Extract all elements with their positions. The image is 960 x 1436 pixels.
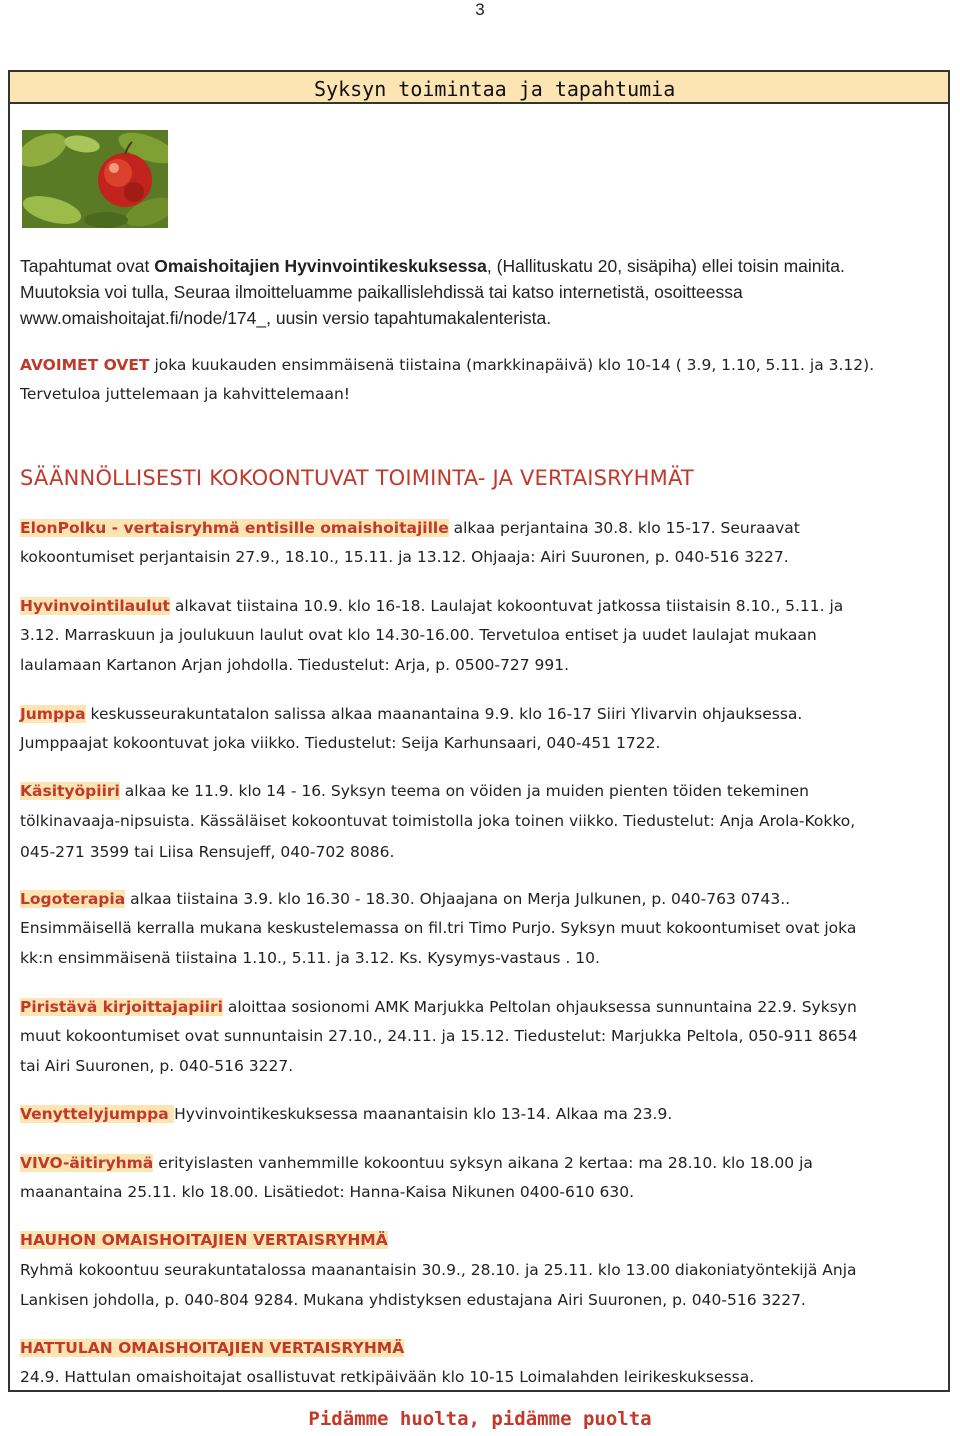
title-bar <box>10 72 948 104</box>
piristava-line-3: tai Airi Suuronen, p. 040-516 3227. <box>20 1057 294 1075</box>
intro-line-2: Muutoksia voi tulla, Seuraa ilmoitteluamme paikallislehdissä tai katso internetistä, osoitteessa <box>20 282 743 302</box>
laulut-line-1 <box>20 597 843 615</box>
elonpolku-label: ElonPolku - vertaisryhmä entisille omaishoitajille <box>20 519 449 537</box>
page-title: Syksyn toimintaa ja tapahtumia <box>314 77 676 101</box>
elonpolku-line-1 <box>20 519 800 537</box>
piristava-label: Piristävä kirjoittajapiiri <box>20 998 223 1016</box>
laulut-label: Hyvinvointilaulut <box>20 597 170 615</box>
footer-slogan: Pidämme huolta, pidämme puolta <box>308 1408 652 1430</box>
venyttely-text: Hyvinvointikeskuksessa maanantaisin klo 13-14. Alkaa ma 23.9. <box>174 1105 673 1123</box>
vivo-line-1 <box>20 1154 813 1172</box>
hattula-heading <box>20 1339 404 1357</box>
hauho-line-1: Ryhmä kokoontuu seurakuntatalossa maanantaisin 30.9., 28.10. ja 25.11. klo 13.00 diakoniatyöntekijä Anja <box>20 1261 857 1279</box>
avoimet-line-2: Tervetuloa juttelemaan ja kahvittelemaan! <box>20 385 350 403</box>
hauho-heading <box>20 1231 388 1249</box>
intro-location: Omaishoitajien Hyvinvointikeskuksessa <box>154 256 487 276</box>
hauho-line-2: Lankisen johdolla, p. 040-804 9284. Mukana yhdistyksen edustajana Airi Suuronen, p. 040-516 3227. <box>20 1291 806 1309</box>
logoterapia-line-1 <box>20 890 790 908</box>
venyttely-label: Venyttelyjumppa <box>20 1105 175 1123</box>
jumppa-line-2: Jumppaajat kokoontuvat joka viikko. Tiedustelut: Seija Karhunsaari, 040-451 1722. <box>20 734 661 752</box>
intro-address: , (Hallituskatu 20, sisäpiha) ellei toisin mainita. <box>486 256 845 276</box>
apple-photo <box>22 130 168 228</box>
piristava-text: aloittaa sosionomi AMK Marjukka Peltolan ohjauksessa sunnuntaina 22.9. Syksyn <box>222 998 857 1016</box>
avoimet-text: joka kuukauden ensimmäisenä tiistaina (markkinapäivä) klo 10-14 ( 3.9, 1.10, 5.11. ja 3.12). <box>149 356 875 374</box>
section-heading: SÄÄNNÖLLISESTI KOKOONTUVAT TOIMINTA- JA VERTAISRYHMÄT <box>20 466 694 490</box>
logoterapia-text: alkaa tiistaina 3.9. klo 16.30 - 18.30. Ohjaajana on Merja Julkunen, p. 040-763 0743.. <box>125 890 791 908</box>
jumppa-text: keskusseurakuntatalon salissa alkaa maanantaina 9.9. klo 16-17 Siiri Ylivarvin ohjauksessa. <box>85 705 803 723</box>
laulut-line-3: laulamaan Kartanon Arjan johdolla. Tiedustelut: Arja, p. 0500-727 991. <box>20 656 570 674</box>
kasityo-label: Käsityöpiiri <box>20 782 120 800</box>
logoterapia-line-2: Ensimmäisellä kerralla mukana keskustelemassa on fil.tri Timo Purjo. Syksyn muut kokoontumiset ovat joka <box>20 919 857 937</box>
logoterapia-label: Logoterapia <box>20 890 126 908</box>
intro-line-1 <box>20 256 845 277</box>
avoimet-label: AVOIMET OVET <box>20 356 150 374</box>
hattula-line-1: 24.9. Hattulan omaishoitajat osallistuvat retkipäivään klo 10-15 Loimalahden leirikeskuksessa. <box>20 1368 755 1386</box>
jumppa-line-1 <box>20 705 802 723</box>
hauho-label: HAUHON OMAISHOITAJIEN VERTAISRYHMÄ <box>20 1231 388 1249</box>
hattula-label: HATTULAN OMAISHOITAJIEN VERTAISRYHMÄ <box>20 1339 405 1357</box>
kasityo-line-1 <box>20 782 809 800</box>
logoterapia-line-3: kk:n ensimmäisenä tiistaina 1.10., 5.11. ja 3.12. Ks. Kysymys-vastaus . 10. <box>20 949 600 967</box>
avoimet-line-1 <box>20 356 874 374</box>
elonpolku-line-2: kokoontumiset perjantaisin 27.9., 18.10., 15.11. ja 13.12. Ohjaaja: Airi Suuronen, p. 040-516 3227. <box>20 548 789 566</box>
vivo-text: erityislasten vanhemmille kokoontuu syksyn aikana 2 kertaa: ma 28.10. klo 18.00 ja <box>153 1154 813 1172</box>
intro-text: Tapahtumat ovat <box>20 256 155 276</box>
vivo-label: VIVO-äitiryhmä <box>20 1154 154 1172</box>
intro-line-3: www.omaishoitajat.fi/node/174_, uusin versio tapahtumakalenterista. <box>20 308 552 328</box>
elonpolku-text: alkaa perjantaina 30.8. klo 15-17. Seuraavat <box>448 519 800 537</box>
kasityo-line-2: tölkinavaaja-nipsuista. Kässäläiset kokoontuvat toimistolla joka toinen viikko. Tiedustelut: Anja Arola-Kokko, <box>20 812 856 830</box>
page-number: 3 <box>475 0 485 19</box>
laulut-text: alkavat tiistaina 10.9. klo 16-18. Laulajat kokoontuvat jatkossa tiistaisin 8.10., 5.11. ja <box>169 597 844 615</box>
kasityo-text: alkaa ke 11.9. klo 14 - 16. Syksyn teema on vöiden ja muiden pienten töiden tekeminen <box>119 782 810 800</box>
vivo-line-2: maanantaina 25.11. klo 18.00. Lisätiedot: Hanna-Kaisa Nikunen 0400-610 630. <box>20 1183 634 1201</box>
piristava-line-2: muut kokoontumiset ovat sunnuntaisin 27.10., 24.11. ja 15.12. Tiedustelut: Marjukka Peltola, 050-911 8654 <box>20 1027 858 1045</box>
piristava-line-1 <box>20 998 857 1016</box>
laulut-line-2: 3.12. Marraskuun ja joulukuun laulut ovat klo 14.30-16.00. Tervetuloa entiset ja uudet laulajat mukaan <box>20 626 817 644</box>
jumppa-label: Jumppa <box>20 705 86 723</box>
kasityo-line-3: 045-271 3599 tai Liisa Rensujeff, 040-702 8086. <box>20 843 395 861</box>
content-frame <box>8 70 950 1392</box>
venyttely-line-1 <box>20 1105 672 1123</box>
